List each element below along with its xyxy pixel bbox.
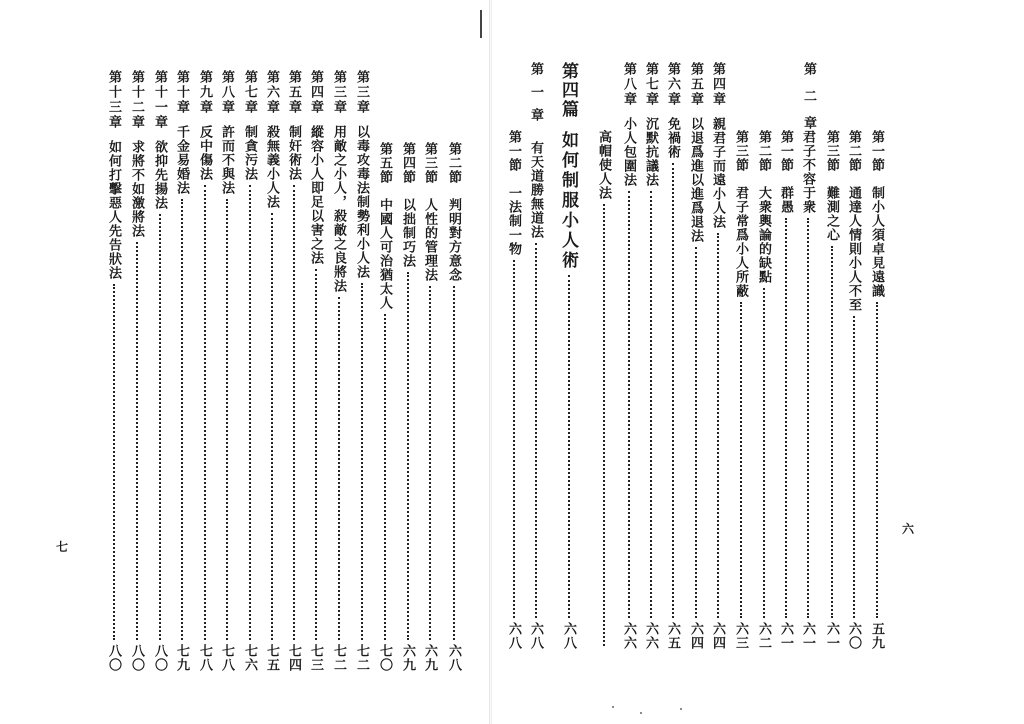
entry-text: 小人包圍法: [621, 117, 636, 187]
part-heading: [556, 62, 581, 650]
toc-entry: [398, 142, 417, 672]
entry-text: 第三節 難測之心: [824, 130, 839, 242]
page-number: 六九: [400, 644, 415, 672]
entry-text: 第二節 判明對方意念: [446, 142, 461, 282]
toc-entry: [375, 142, 394, 672]
toc-chapter-entry: [240, 70, 259, 672]
entry-text: 制貪污法: [242, 125, 257, 181]
dot-leader: [672, 163, 674, 618]
page-number: 七八: [219, 644, 234, 672]
entry-text: 高帽使人法: [596, 130, 611, 200]
dot-leader: [453, 286, 455, 640]
dot-leader: [831, 246, 833, 618]
page-number: 六四: [688, 622, 703, 650]
entry-text: 第五節 中國人可治猶太人: [377, 142, 392, 310]
toc-entry: [731, 130, 750, 650]
toc-chapter-entry: [104, 70, 123, 672]
page-number: 六九: [422, 644, 437, 672]
chapter-label: 第四章: [710, 62, 725, 107]
dot-leader: [785, 218, 787, 618]
toc-chapter-entry: [195, 70, 214, 672]
entry-text: 第二節 通達人情則小人不至: [846, 130, 861, 312]
page-number: 六八: [561, 622, 576, 650]
page-number: 六五: [665, 622, 680, 650]
page-number: 七三: [308, 644, 323, 672]
chapter-label: 第五章: [688, 62, 703, 107]
page-number: 七五: [264, 644, 279, 672]
toc-entry: [596, 130, 611, 650]
dot-leader: [136, 242, 138, 640]
page-number: 七〇: [377, 644, 392, 672]
page-number: 五九: [869, 622, 884, 650]
dot-leader: [407, 272, 409, 640]
entry-text: 君子不容于衆: [800, 130, 815, 214]
page-number: 六一: [824, 622, 839, 650]
dot-leader: [876, 302, 878, 618]
entry-text: 第三節 君子常爲小人所蔽: [733, 130, 748, 298]
dot-leader: [338, 297, 340, 640]
dot-leader: [628, 191, 630, 618]
toc-entry: [822, 130, 841, 650]
toc-chapter-entry: [172, 70, 191, 672]
toc-chapter-entry: [217, 70, 236, 672]
dot-leader: [535, 243, 537, 618]
toc-entry: [504, 130, 523, 650]
dot-leader: [181, 199, 183, 640]
page-number: 六四: [710, 622, 725, 650]
dot-leader: [740, 302, 742, 618]
entry-text: 親君子而遠小人法: [710, 117, 725, 229]
entry-text: 第一節 制小人須卓見遠識: [869, 130, 884, 298]
page-number: 六三: [733, 622, 748, 650]
entry-text: 第三節 人性的管理法: [422, 142, 437, 282]
entry-text: 以退爲進以進爲退法: [688, 117, 703, 243]
toc-chapter-entry: [619, 62, 638, 650]
chapter-label: 第十章: [174, 70, 189, 115]
dot-leader: [717, 233, 719, 618]
chapter-label: 第三章: [331, 70, 346, 115]
page-number: 六〇: [846, 622, 861, 650]
dot-leader: [695, 247, 697, 618]
dot-leader: [271, 213, 273, 640]
dot-leader: [293, 185, 295, 640]
page-folio: 七: [56, 540, 69, 554]
dot-leader: [315, 269, 317, 640]
toc-chapter-entry: [663, 62, 682, 650]
dot-leader: [429, 286, 431, 640]
toc-chapter-entry: [641, 62, 660, 650]
chapter-label: 第十一章: [152, 70, 167, 130]
gutter-mark: [480, 10, 482, 38]
entry-text: 免禍術: [665, 117, 680, 159]
dot-leader: [650, 191, 652, 618]
scan-speck: [612, 706, 614, 708]
entry-text: 縱容小人即足以害之法: [308, 125, 323, 265]
page-number: 七九: [174, 644, 189, 672]
chapter-label: 第五章: [286, 70, 301, 115]
entry-text: 欲抑先揚法: [152, 140, 167, 210]
page-number: 七八: [197, 644, 212, 672]
toc-chapter-entry: [306, 70, 325, 672]
chapter-label: 第十二章: [129, 70, 144, 130]
page-number: 六八: [506, 622, 521, 650]
entry-text: 制奸術法: [286, 125, 301, 181]
scan-speck: [680, 708, 682, 710]
chapter-label: 第七章: [242, 70, 257, 115]
toc-chapter-entry: [127, 70, 146, 672]
page-number: 六二: [756, 622, 771, 650]
chapter-label: 第二章: [801, 62, 816, 143]
entry-text: 沉默抗議法: [643, 117, 658, 187]
chapter-label: 第十三章: [106, 70, 121, 130]
page-number: 八〇: [152, 644, 167, 672]
entry-text: 反中傷法: [197, 125, 212, 181]
entry-text: 求將不如激將法: [129, 140, 144, 238]
toc-chapter-entry: [526, 62, 545, 650]
page-number: 七六: [242, 644, 257, 672]
left-page: [0, 0, 490, 724]
dot-leader: [204, 185, 206, 640]
chapter-label: 第一章: [528, 62, 543, 131]
entry-text: 第一節 一法制一物: [506, 130, 521, 256]
dot-leader: [384, 314, 386, 640]
chapter-label: 第八章: [621, 62, 636, 107]
part-title: 如何制服小人術: [558, 131, 578, 271]
toc-entry: [867, 130, 886, 650]
toc-chapter-entry: [352, 70, 371, 672]
toc-entry: [844, 130, 863, 650]
page-number: 八〇: [106, 644, 121, 672]
scan-speck: [640, 712, 642, 714]
dot-leader: [249, 185, 251, 640]
dot-leader: [568, 275, 570, 618]
chapter-label: 第三章: [354, 70, 369, 115]
toc-entry: [776, 130, 795, 650]
toc-chapter-entry: [798, 130, 817, 650]
toc-chapter-entry: [329, 70, 348, 672]
page-number: 六八: [528, 622, 543, 650]
toc-entry: [420, 142, 439, 672]
part-number: 第四篇: [558, 62, 578, 119]
chapter-label: 第九章: [197, 70, 212, 115]
toc-chapter-entry: [686, 62, 705, 650]
chapter-label: 第八章: [219, 70, 234, 115]
entry-text: 第一節 群愚: [778, 130, 793, 214]
dot-leader: [513, 260, 515, 618]
dot-leader: [361, 283, 363, 640]
dot-leader: [113, 284, 115, 640]
toc-chapter-entry: [262, 70, 281, 672]
page-number: 八〇: [129, 644, 144, 672]
dot-leader: [603, 204, 605, 646]
chapter-label: 第四章: [308, 70, 323, 115]
entry-text: 千金易婚法: [174, 125, 189, 195]
toc-entry: [444, 142, 463, 672]
entry-text: 用敵之小人，殺敵之良將法: [331, 125, 346, 293]
toc-entry: [754, 130, 773, 650]
page-number: 六六: [621, 622, 636, 650]
right-page: [492, 0, 1024, 724]
page-number: 七四: [286, 644, 301, 672]
dot-leader: [807, 218, 809, 618]
entry-text: 如何打擊惡人先告狀法: [106, 140, 121, 280]
dot-leader: [853, 316, 855, 618]
chapter-label: 第七章: [643, 62, 658, 107]
toc-chapter-entry: [284, 70, 303, 672]
page-number: 六八: [446, 644, 461, 672]
dot-leader: [763, 288, 765, 618]
dot-leader: [159, 214, 161, 640]
page-folio: 六: [902, 522, 915, 536]
entry-text: 第二節 大衆輿論的缺點: [756, 130, 771, 284]
entry-text: 以毒攻毒法制勢利小人法: [354, 125, 369, 279]
page-number: 六一: [800, 622, 815, 650]
entry-text: 殺無義小人法: [264, 125, 279, 209]
page-number: 七二: [354, 644, 369, 672]
entry-text: 有天道勝無道法: [528, 141, 543, 239]
entry-text: 第四節 以拙制巧法: [400, 142, 415, 268]
toc-chapter-entry: [150, 70, 169, 672]
page-number: 六一: [778, 622, 793, 650]
page-number: 六六: [643, 622, 658, 650]
page-number: 七二: [331, 644, 346, 672]
entry-text: 許而不與法: [219, 125, 234, 195]
chapter-label: 第六章: [665, 62, 680, 107]
toc-chapter-entry: [708, 62, 727, 650]
dot-leader: [226, 199, 228, 640]
chapter-label: 第六章: [264, 70, 279, 115]
